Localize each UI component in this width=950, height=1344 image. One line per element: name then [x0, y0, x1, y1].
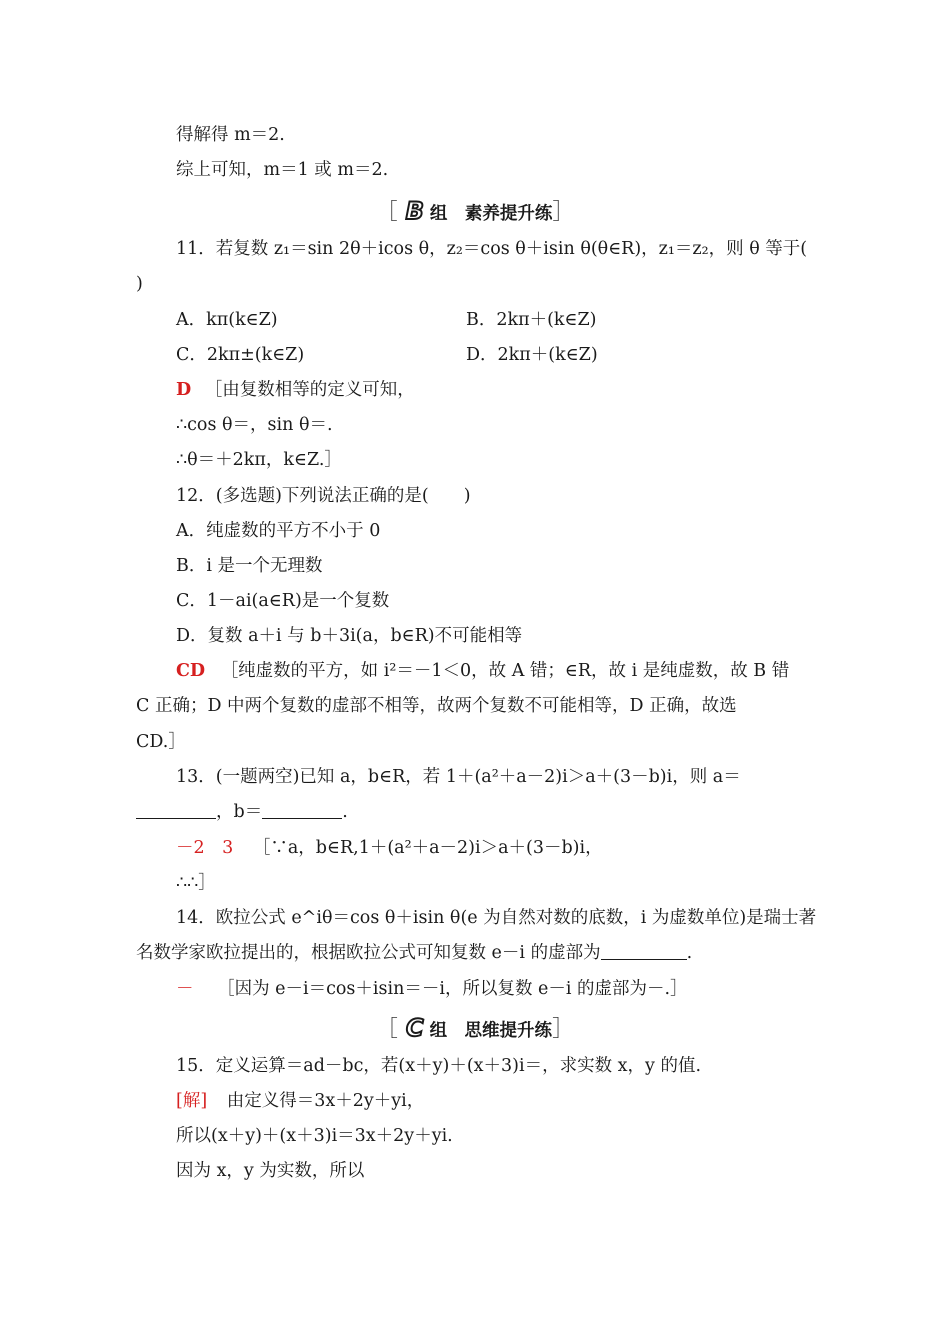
option-b: B．i 是一个无理数 [176, 556, 323, 576]
option-c: C．1－ai(a∈R)是一个复数 [176, 591, 390, 611]
section-title: 组 思维提升练 [429, 1021, 553, 1041]
text-fragment: . [686, 943, 693, 963]
text-line: 因为 x，y 为实数，所以 [176, 1161, 365, 1181]
question-13-cont [136, 800, 348, 824]
text-line: 所以(x＋y)＋(x＋3)i＝3x＋2y＋yi. [176, 1126, 453, 1146]
answer-blank[interactable] [601, 943, 687, 960]
answer-text: ［∵a，b∈R,1＋(a²＋a－2)i＞a＋(3－b)i， [252, 838, 603, 858]
question-15: 15．定义运算＝ad－bc，若(x＋y)＋(x＋3)i＝，求实数 x，y 的值. [176, 1056, 702, 1076]
section-letter: C [405, 1014, 424, 1042]
option-c: C．2kπ±(k∈Z) [176, 345, 305, 365]
answer-label: － [176, 979, 194, 999]
answer-text: ［因为 e－i＝cos＋isin＝－i，所以复数 e－i 的虚部为－.］ [217, 979, 688, 999]
question-11: 11．若复数 z₁＝sin 2θ＋icos θ，z₂＝cos θ＋isin θ(θ∈R)，z₁＝z₂，则 θ 等于( [176, 239, 808, 259]
option-a: A．kπ(k∈Z) [176, 310, 278, 330]
section-title: 组 素养提升练 [429, 204, 553, 224]
text-fragment: 名数学家欧拉提出的，根据欧拉公式可知复数 e－i 的虚部为 [136, 943, 601, 963]
answer-11 [176, 378, 415, 402]
section-header-b: ［ B 组 素养提升练］ [375, 197, 575, 225]
option-d: D．复数 a＋i 与 b＋3i(a，b∈R)不可能相等 [176, 626, 523, 646]
question-11-cont: ) [136, 274, 143, 294]
answer-label: －2 3 [176, 838, 234, 858]
question-14-cont [136, 941, 692, 965]
text-line: 得解得 m＝2. [176, 125, 285, 145]
section-header-c: ［ C 组 思维提升练］ [375, 1014, 575, 1042]
section-letter: B [405, 197, 424, 225]
question-13: 13．(一题两空)已知 a，b∈R，若 1＋(a²＋a－2)i＞a＋(3－b)i，则 a＝ [176, 767, 741, 787]
option-b: B．2kπ＋(k∈Z) [466, 310, 597, 330]
answer-13 [176, 836, 603, 860]
question-12: 12．(多选题)下列说法正确的是( ) [176, 486, 471, 506]
text-line: C 正确；D 中两个复数的虚部不相等，故两个复数不可能相等，D 正确，故选 [136, 696, 737, 716]
question-14: 14．欧拉公式 e^iθ＝cos θ＋isin θ(e 为自然对数的底数，i 为虚数单位)是瑞士著 [176, 908, 817, 928]
option-a: A．纯虚数的平方不小于 0 [176, 521, 381, 541]
answer-12 [176, 659, 789, 683]
answer-blank[interactable] [136, 802, 216, 819]
answer-blank[interactable] [262, 802, 342, 819]
answer-text: ［由复数相等的定义可知， [204, 380, 415, 400]
text-line: ∴∴］ [176, 873, 216, 893]
text-line: ∴cos θ＝，sin θ＝. [176, 415, 333, 435]
answer-15 [176, 1089, 424, 1113]
answer-label: D [176, 380, 192, 400]
answer-text: ［纯虚数的平方，如 i²＝－1＜0，故 A 错；∈R，故 i 是纯虚数，故 B 错 [220, 661, 790, 681]
answer-text: 由定义得＝3x＋2y＋yi， [226, 1091, 425, 1111]
answer-14 [176, 977, 688, 1001]
text-line: ∴θ＝＋2kπ，k∈Z.］ [176, 450, 342, 470]
text-line: 综上可知，m＝1 或 m＝2. [176, 160, 389, 180]
answer-label: CD [176, 661, 206, 681]
answer-label: [解] [176, 1091, 208, 1111]
text-line: CD.］ [136, 732, 186, 752]
text-fragment: . [342, 802, 348, 822]
option-d: D．2kπ＋(k∈Z) [466, 345, 598, 365]
text-fragment: ，b＝ [216, 802, 263, 822]
